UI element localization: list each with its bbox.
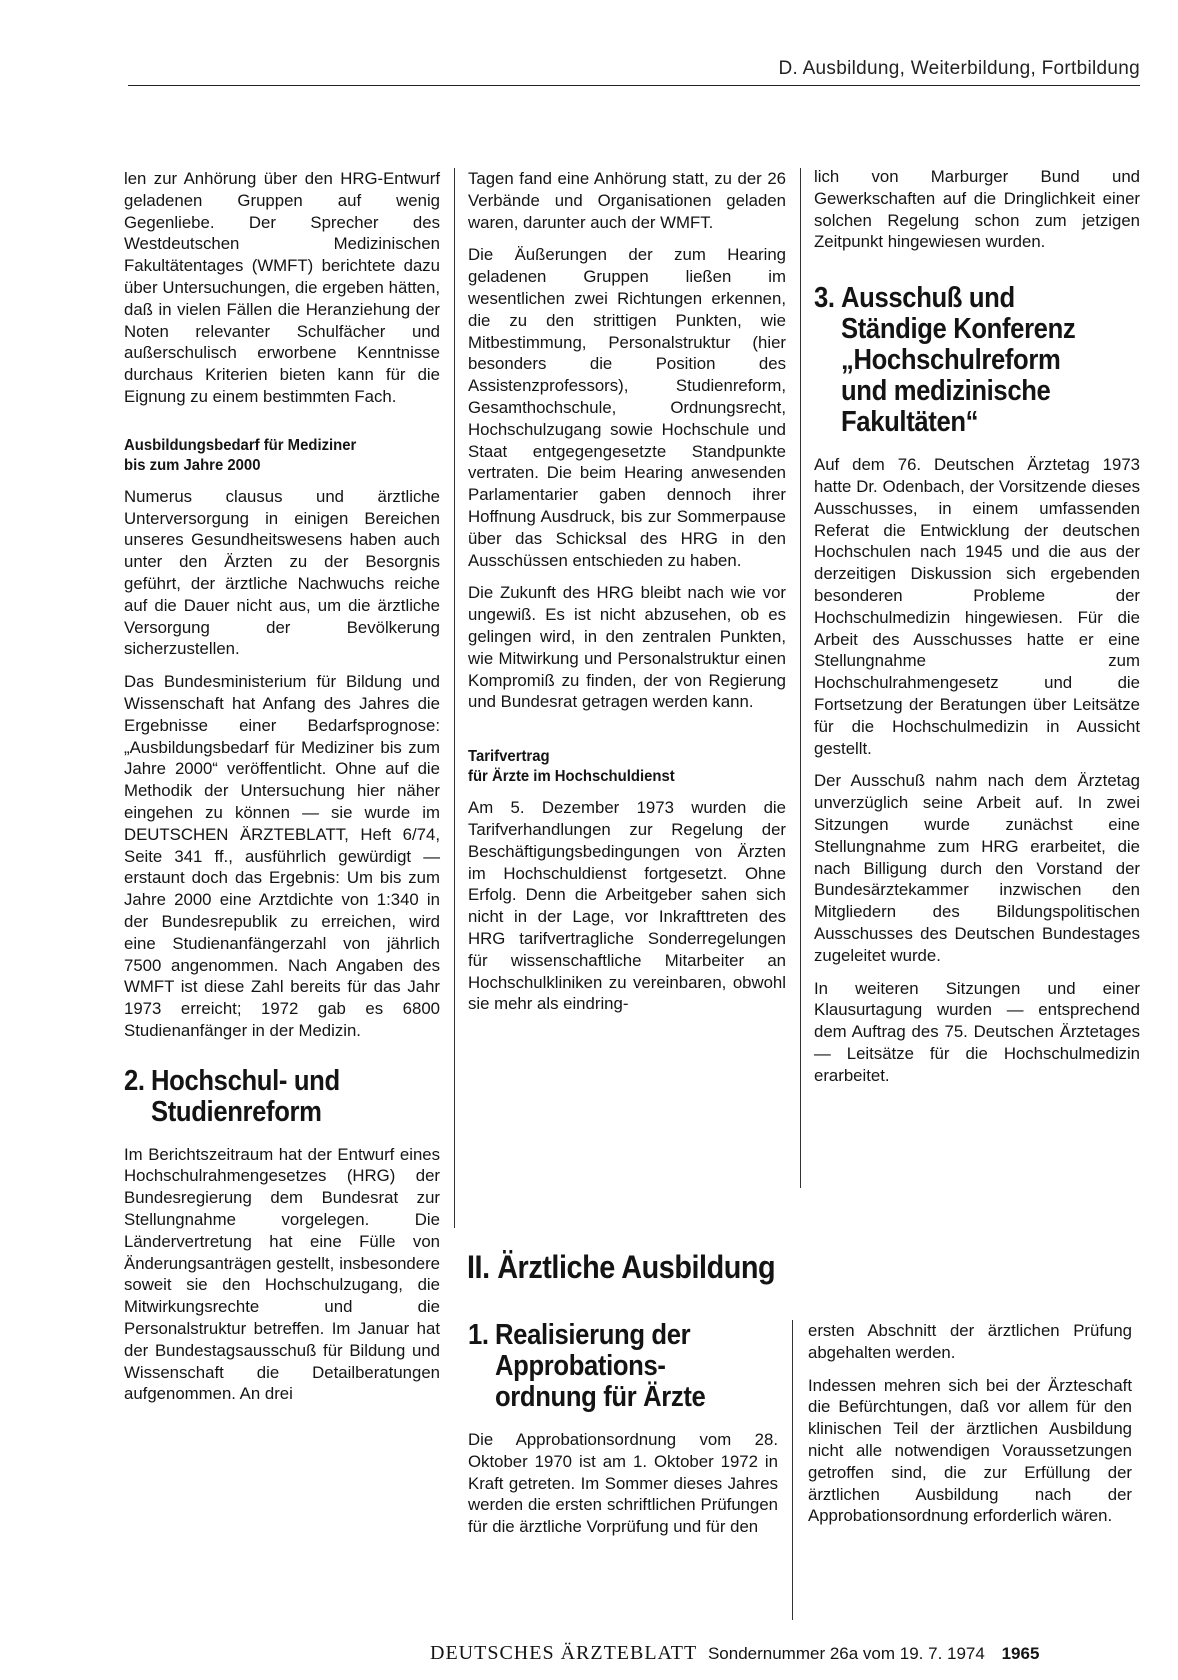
paragraph: Indessen mehren sich bei der Ärzteschaft die Befürchtungen, daß vor allem für den klinischen Teil der ärztlichen Ausbildung nicht alle notwendigen Voraussetzungen getroffen sind, die zur Erfüllung der ärztlichen Ausbildung nach der Approbationsordnung erforderlich wären. (808, 1375, 1132, 1526)
column-3 (814, 166, 1140, 1098)
section-heading-1 (468, 1320, 747, 1413)
section-number: 3. (814, 282, 835, 315)
paragraph: ersten Abschnitt der ärztlichen Prüfung abgehalten werden. (808, 1321, 1132, 1362)
footer (430, 1642, 1039, 1665)
header-rule (128, 85, 1140, 86)
heading-line: Ständige Konferenz (841, 313, 1076, 346)
heading-line: Approbations- (495, 1350, 666, 1382)
heading-line: Studienreform (151, 1095, 322, 1128)
section-column-3 (808, 1320, 1132, 1538)
heading-line: Fakultäten“ (841, 406, 979, 439)
issue-info: Sondernummer 26a vom 19. 7. 1974 (707, 1644, 985, 1663)
section-heading-3 (814, 283, 1107, 438)
paragraph: Am 5. Dezember 1973 wurden die Tarifverhandlungen zur Regelung der Beschäftigungsbedingungen von Ärzten im Hochschuldienst fortgesetzt. Ohne Erfolg. Denn die Arbeitgeber sahen sich nicht in der Lage, vor Inkrafttreten des HRG tarifvertragliche Sonderregelungen für wissenschaftliche Mitarbeiter an Hochschulkliniken zu vereinbaren, obwohl sie mehr als eindring- (468, 798, 786, 1014)
paragraph: Die Zukunft des HRG bleibt nach wie vor ungewiß. Es ist nicht abzusehen, ob es gelingen wird, in den zentralen Punkten, wie Mitwirkung und Personalstruktur einen Kompromiß zu finden, der von Regierung und Bundesrat getragen werden kann. (468, 583, 786, 712)
column-rule-2 (800, 168, 801, 1188)
running-head: D. Ausbildung, Weiterbildung, Fortbildung (778, 58, 1140, 79)
subheading-line: für Ärzte im Hochschuldienst (468, 768, 675, 786)
column-1 (124, 168, 440, 1416)
section-number: 2. (124, 1064, 145, 1097)
heading-line: Ausschuß und (841, 282, 1015, 315)
section-heading-2 (124, 1066, 408, 1128)
column-rule-1 (454, 168, 455, 1228)
paragraph: Der Ausschuß nahm nach dem Ärztetag unverzüglich seine Arbeit auf. In zwei Sitzungen wurde zunächst eine Stellungnahme zum HRG erarbeitet, die nach Billigung durch den Vorstand der Bundesärztekammer inzwischen den Mitgliedern des Bildungspolitischen Ausschusses des Deutschen Bundestages zugeleitet wurde. (814, 771, 1140, 965)
paragraph: lich von Marburger Bund und Gewerkschaften auf die Dringlichkeit einer solchen Regelung schon zum jetzigen Zeitpunkt hingewiesen wurden. (814, 167, 1140, 252)
subheading-ausbildungsbedarf (124, 436, 427, 476)
paragraph: Tagen fand eine Anhörung statt, zu der 26 Verbände und Organisationen geladen waren, darunter auch der WMFT. (468, 169, 786, 232)
heading-line: ordnung für Ärzte (495, 1381, 706, 1413)
section-column-2 (468, 1320, 778, 1549)
subheading-line: bis zum Jahre 2000 (124, 456, 261, 474)
paragraph: Die Äußerungen der zum Hearing geladenen Gruppen ließen im wesentlichen zwei Richtungen erkennen, die zu den strittigen Punkten, wie Mitbestimmung, Personalstruktur (hier besonders die Position des Assistenzprofessors), Studienreform, Gesamthochschule, Ordnungsrecht, Hochschulzugang sowie Hochschule und Staat entgegengesetzte Standpunkte vertraten. Die beim Hearing anwesenden Parlamentarier gaben dennoch ihrer Hoffnung Ausdruck, bis zur Sommerpause über das Schicksal des HRG in den Ausschüssen entschieden zu haben. (468, 245, 786, 570)
paragraph: In weiteren Sitzungen und einer Klausurtagung wurden — entsprechend dem Auftrag des 75. Deutschen Ärztetages — Leitsätze für die Hochschulmedizin erarbeitet. (814, 978, 1140, 1085)
paragraph: Numerus clausus und ärztliche Unterversorgung in einigen Bereichen unseres Gesundheitswesens haben auch unter den Ärzten zu der Besorgnis geführt, der ärztliche Nachwuchs reiche auf die Dauer nicht aus, um die ärztliche Versorgung der Bevölkerung sicherzustellen. (124, 486, 440, 659)
subheading-line: Ausbildungsbedarf für Mediziner (124, 436, 357, 454)
paragraph: Das Bundesministerium für Bildung und Wissenschaft hat Anfang des Jahres die Ergebnisse einer Bedarfsprognose: „Ausbildungsbedarf für Mediziner bis zum Jahre 2000“ veröffentlicht. Ohne auf die Methodik der Untersuchung hier näher eingehen zu können — sie wurde im DEUTSCHEN ÄRZTEBLATT, Heft 6/74, Seite 341 ff., ausführlich gewürdigt — erstaunt doch das Ergebnis: Um bis zum Jahre 2000 eine Arztdichte von 1:340 in der Bundesrepublik zu erreichen, wird eine Studienanfängerzahl von jährlich 7500 angenommen. Nach Angaben des WMFT ist diese Zahl bereits für das Jahr 1973 erreicht; 1972 gab es 6800 Studienanfänger in der Medizin. (124, 672, 440, 1040)
heading-line: „Hochschulreform (841, 344, 1061, 377)
masthead: DEUTSCHES ÄRZTEBLATT (430, 1642, 698, 1664)
section-number: 1. (468, 1319, 489, 1351)
chapter-heading: II. Ärztliche Ausbildung (467, 1249, 776, 1285)
column-rule-3 (792, 1320, 793, 1620)
heading-line: Hochschul- und (151, 1064, 340, 1097)
heading-line: Realisierung der (495, 1319, 691, 1351)
subheading-line: Tarifvertrag (468, 748, 550, 766)
column-2 (468, 168, 786, 1026)
paragraph: Im Berichtszeitraum hat der Entwurf eines Hochschulrahmengesetzes (HRG) der Bundesregierung dem Bundesrat zur Stellungnahme vorgelegen. Die Ländervertretung hat eine Fülle von Änderungsanträgen gestellt, insbesondere soweit sie den Hochschulzugang, die Mitwirkungsrechte und die Personalstruktur betreffen. Im Januar hat der Bundestagsausschuß für Bildung und Wissenschaft die Detailberatungen aufgenommen. An drei (124, 1144, 440, 1404)
paragraph: len zur Anhörung über den HRG-Entwurf geladenen Gruppen auf wenig Gegenliebe. Der Sprecher des Westdeutschen Medizinischen Fakultätentages (WMFT) berichtete dazu über Untersuchungen, die ergeben hätten, daß in vielen Fällen die Heranziehung der Noten relevanter Schulfächer und außerschulisch erworbene Kenntnisse durchaus Kriterien bieten kann für die Eignung zu einem bestimmten Fach. (124, 169, 440, 406)
page-number: 1965 (1001, 1644, 1040, 1663)
paragraph: Die Approbationsordnung vom 28. Oktober 1970 ist am 1. Oktober 1972 in Kraft getreten. Im Sommer dieses Jahres werden die ersten schriftlichen Prüfungen für die ärztliche Vorprüfung und für den (468, 1430, 778, 1537)
paragraph: Auf dem 76. Deutschen Ärztetag 1973 hatte Dr. Odenbach, der Vorsitzende dieses Ausschusses, in einem umfassenden Referat die Entwicklung der deutschen Hochschulen nach 1945 und die aus der derzeitigen Diskussion sich ergebenden besonderen Probleme der Hochschulmedizin hingewiesen. Für die Arbeit des Ausschusses hatte er eine Stellungnahme zum Hochschulrahmengesetz und die Fortsetzung der Beratungen über Leitsätze für die Hochschulmedizin in Aussicht gestellt. (814, 455, 1140, 758)
heading-line: und medizinische (841, 375, 1051, 408)
subheading-tarifvertrag (468, 747, 773, 787)
